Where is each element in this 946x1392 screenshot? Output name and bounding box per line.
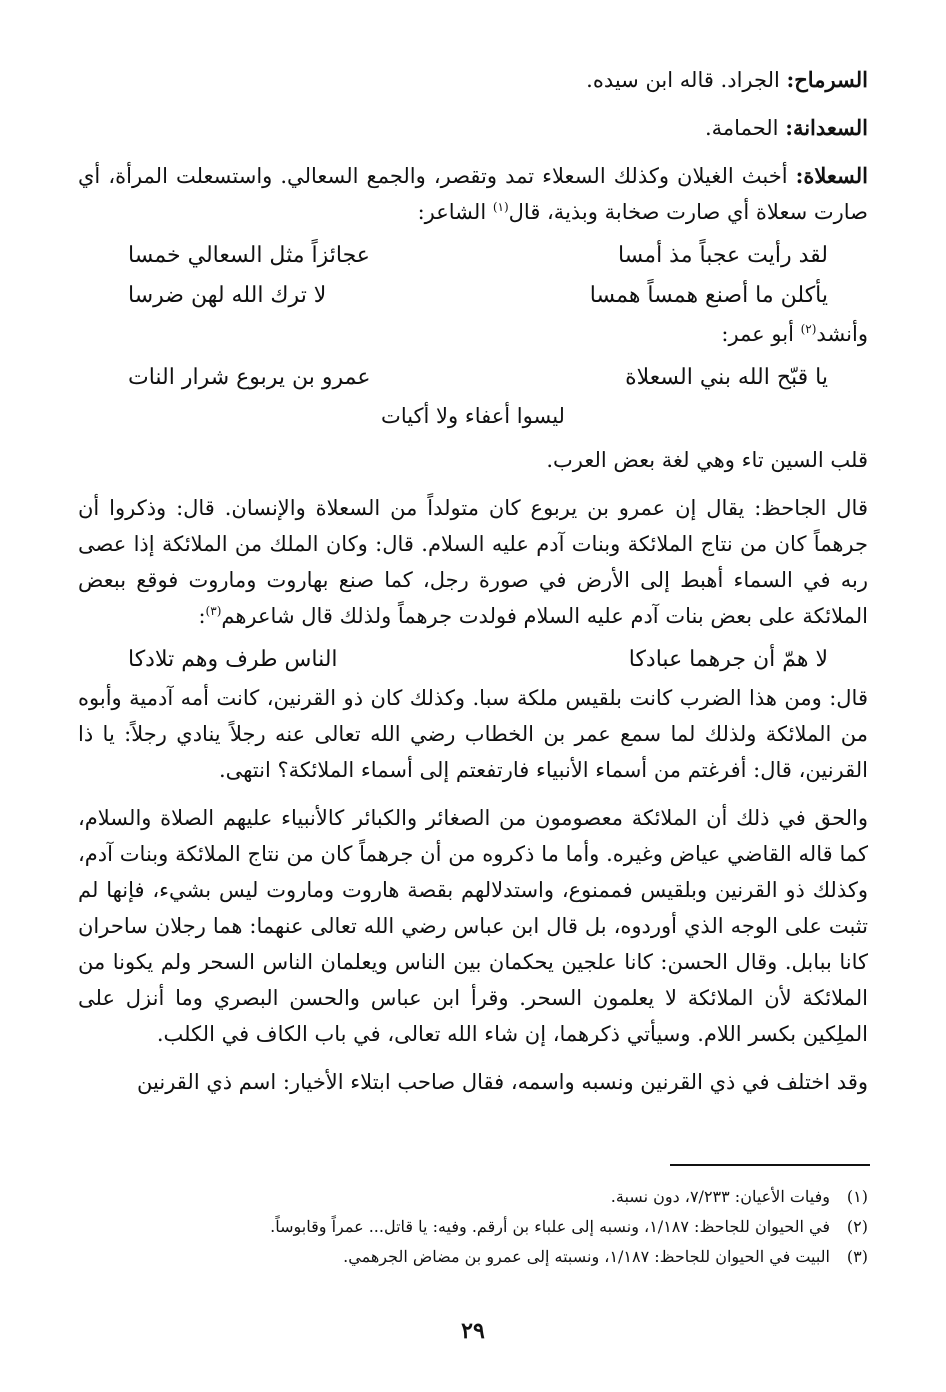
entry-sirmah xyxy=(78,62,868,98)
footnote-text: في الحيوان للجاحظ: ١/١٨٧، ونسبه إلى علباء بن أرقم. وفيه: يا قاتل... عمراً وقابوساً. xyxy=(270,1217,830,1236)
paragraph-text: : xyxy=(198,604,206,628)
paragraph-text: أبو عمر: xyxy=(721,322,801,346)
footnote-number: (٢) xyxy=(846,1217,868,1236)
verse-hemistich-right: لقد رأيت عجباً مذ أمسا xyxy=(617,243,828,268)
verse-intro xyxy=(78,316,868,352)
verse-line xyxy=(78,640,868,680)
entry-text: الشاعر: xyxy=(417,200,493,224)
footnote xyxy=(78,1242,868,1272)
verse-center-line: ليسوا أعفاء ولا أكيات xyxy=(381,404,565,428)
entry-term: السعدانة: xyxy=(785,115,868,140)
paragraph: قال: ومن هذا الضرب كانت بلقيس ملكة سبا. وكذلك كان ذو القرنين، كانت أمه آدمية وأبوه من الملائكة ولذلك لما سمع عمر بن الخطاب رضي الله تعالى عنه رجلاً ينادي رجلاً: يا ذا القرنين، قال: أفرغتم من أسماء الأنبياء فارتفعتم إلى أسماء الملائكة؟ انتهى. xyxy=(78,686,868,782)
entry-text: الجراد. قاله ابن سيده. xyxy=(586,68,787,92)
verse-hemistich-right: يا قبّح الله بني السعلاة xyxy=(625,365,828,390)
verse-hemistich-left: عمرو بن يربوع شرار النات xyxy=(128,365,371,390)
entry-term: السرماح: xyxy=(786,67,868,92)
paragraph xyxy=(78,490,868,634)
verse-hemistich-left: الناس طرف وهم تلادكا xyxy=(128,647,338,672)
footnote-number: (١) xyxy=(846,1187,868,1206)
footnote-ref: (٣) xyxy=(205,604,222,618)
verse-hemistich-right: لا همّ أن جرهما عبادكا xyxy=(628,647,828,672)
entry-text: أخبث الغيلان وكذلك السعلاء تمد وتقصر، والجمع السعالي. واستسعلت المرأة، أي صارت سعلاة أي صارت صخابة وبذية، قال xyxy=(78,164,868,224)
footnote xyxy=(78,1182,868,1212)
footnote-text: وفيات الأعيان: ٧/٢٣٣، دون نسبة. xyxy=(610,1187,830,1206)
footnote-ref: (٢) xyxy=(800,322,817,336)
paragraph: وقد اختلف في ذي القرنين ونسبه واسمه، فقال صاحب ابتلاء الأخيار: اسم ذي القرنين xyxy=(137,1070,868,1094)
verse-line xyxy=(78,236,868,276)
verse-hemistich-left: عجائزاً مثل السعالي خمسا xyxy=(128,243,370,268)
entry-silat xyxy=(78,158,868,230)
footnote-ref: (١) xyxy=(492,200,509,214)
page-number: ٢٩ xyxy=(461,1318,485,1344)
paragraph: قلب السين تاء وهي لغة بعض العرب. xyxy=(546,448,868,472)
paragraph-text: قال الجاحظ: يقال إن عمرو بن يربوع كان متولداً من السعلاة والإنسان. قال: وذكروا أن جرهماً كان من نتاج الملائكة وبنات آدم عليه السلام. قال: وكان الملك من الملائكة إذا عصى ربه في السماء أهبط إلى الأرض في صورة رجل، كما صنع بهاروت وماروت فوقع ببعض الملائكة على بعض بنات آدم عليه السلام فولدت جرهماً ولذلك قال شاعرهم xyxy=(78,496,868,628)
entry-term: السعلاة: xyxy=(795,163,868,188)
verse-hemistich-right: يأكلن ما أصنع همساً همسا xyxy=(589,283,828,308)
footnote-divider xyxy=(670,1164,870,1166)
footnote-text: البيت في الحيوان للجاحظ: ١/١٨٧، ونسبته إلى عمرو بن مضاض الجرهمي. xyxy=(343,1247,830,1266)
verse-line xyxy=(78,358,868,398)
footnote xyxy=(78,1212,868,1242)
paragraph-text: وأنشد xyxy=(816,322,868,346)
verse-line xyxy=(78,276,868,316)
footnotes xyxy=(78,1182,868,1272)
entry-sadana xyxy=(78,110,868,146)
page-body xyxy=(78,62,868,1106)
entry-text: الحمامة. xyxy=(705,116,786,140)
footnote-number: (٣) xyxy=(846,1247,868,1266)
paragraph: والحق في ذلك أن الملائكة معصومون من الصغائر والكبائر كالأنبياء عليهم الصلاة والسلام، كما قاله القاضي عياض وغيره. وأما ما ذكروه من أن جرهماً كان من نتاج الملائكة وبنات آدم، وكذلك ذو القرنين وبلقيس فممنوع، واستدلالهم بقصة هاروت وماروت ليس بشيء، فإنها لم تثبت على الوجه الذي أوردوه، بل قال ابن عباس رضي الله تعالى عنهما: هما رجلان ساحران كانا ببابل. وقال الحسن: كانا علجين يحكمان بين الناس ويعلمان الناس السحر ولم يكونا من الملائكة لأن الملائكة لا يعلمون السحر. وقرأ ابن عباس والحسن البصري وما أنزل على الملِكين بكسر اللام. وسيأتي ذكرهما، إن شاء الله تعالى، في باب الكاف في الكلب. xyxy=(78,806,868,1046)
verse-hemistich-left: لا ترك الله لهن ضرسا xyxy=(128,283,327,308)
